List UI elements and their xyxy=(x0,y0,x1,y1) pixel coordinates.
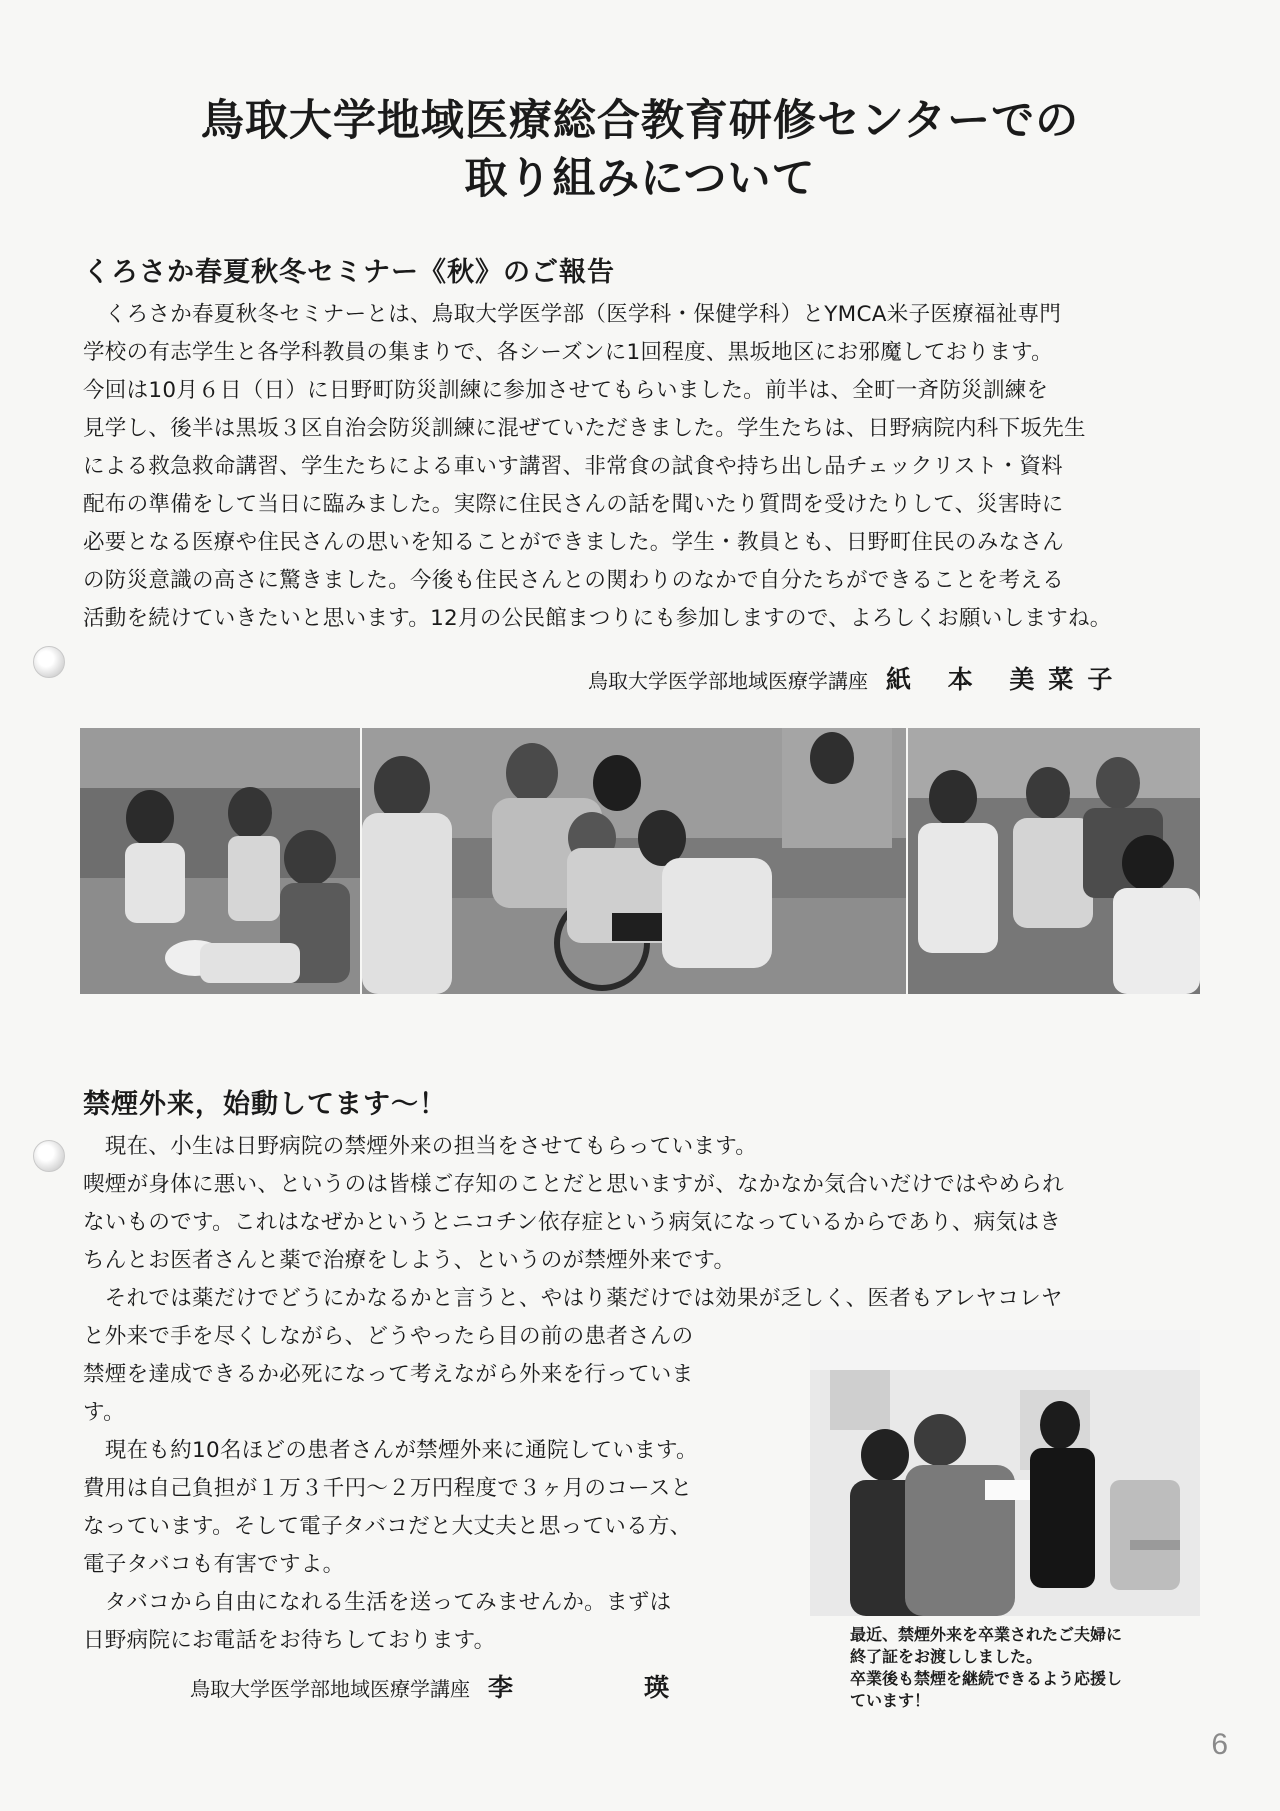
author-name: 紙 本 美菜子 xyxy=(886,665,1127,694)
caption-line: 卒業後も禁煙を継続できるよう応援し xyxy=(850,1669,1123,1688)
text-line: くろさか春夏秋冬セミナーとは、鳥取大学医学部（医学科・保健学科）とYMCA米子医療福祉専門 xyxy=(83,302,1062,327)
page-title xyxy=(0,92,1280,208)
text-line: ちんとお医者さんと薬で治療をしよう、というのが禁煙外来です。 xyxy=(83,1248,736,1273)
text-line: の防災意識の高さに驚きました。今後も住民さんとの関わりのなかで自分たちができることを考える xyxy=(83,568,1065,593)
text-line: 学校の有志学生と各学科教員の集まりで、各シーズンに1回程度、黒坂地区にお邪魔しております。 xyxy=(83,340,1053,365)
text-line: 日野病院にお電話をお待ちしております。 xyxy=(83,1628,496,1653)
text-line: ないものです。これはなぜかというとニコチン依存症という病気になっているからであり、病気はき xyxy=(83,1210,1061,1235)
text-line: タバコから自由になれる生活を送ってみませんか。まずは xyxy=(83,1590,672,1615)
text-line: 活動を続けていきたいと思います。12月の公民館まつりにも参加しますので、よろしくお願いしますね。 xyxy=(83,606,1112,631)
seminar-author xyxy=(588,660,1126,696)
text-line: それでは薬だけでどうにかなるかと言うと、やはり薬だけでは効果が乏しく、医者もアレヤコレヤ xyxy=(83,1286,1063,1311)
photo-wheelchair-training xyxy=(362,728,906,994)
author-affiliation: 鳥取大学医学部地域医療学講座 xyxy=(588,669,868,693)
smoking-clinic-text-wide xyxy=(83,1128,1223,1318)
author-affiliation: 鳥取大学医学部地域医療学講座 xyxy=(190,1677,470,1701)
text-line: 電子タバコも有害ですよ。 xyxy=(83,1552,345,1577)
text-line: 費用は自己負担が１万３千円～２万円程度で３ヶ月のコースと xyxy=(83,1476,693,1501)
smoking-clinic-text-narrow xyxy=(83,1318,793,1660)
text-line: による救急救命講習、学生たちによる車いす講習、非常食の試食や持ち出し品チェックリスト・資料 xyxy=(83,454,1063,479)
caption-line: 終了証をお渡ししました。 xyxy=(850,1647,1043,1666)
page-title-line-1: 鳥取大学地域医療総合教育研修センターでの xyxy=(200,96,1080,146)
text-line: なっています。そして電子タバコだと大丈夫と思っている方、 xyxy=(83,1514,692,1539)
author-name: 李 瑛 xyxy=(488,1673,684,1702)
text-line: 今回は10月６日（日）に日野町防災訓練に参加させてもらいました。前半は、全町一斉防災訓練を xyxy=(83,378,1049,403)
section-heading-smoking-clinic: 禁煙外来，始動してます～！ xyxy=(83,1089,447,1120)
caption-line: 最近、禁煙外来を卒業されたご夫婦に xyxy=(850,1625,1123,1644)
text-line: 禁煙を達成できるか必死になって考えながら外来を行っていま xyxy=(83,1362,694,1387)
smoking-clinic-author xyxy=(190,1668,683,1704)
photo-clinic-certificate xyxy=(810,1330,1200,1616)
text-line: す。 xyxy=(83,1400,125,1425)
text-line: 喫煙が身体に悪い、というのは皆様ご存知のことだと思いますが、なかなか気合いだけではやめられ xyxy=(83,1172,1065,1197)
text-line: と外来で手を尽くしながら、どうやったら目の前の患者さんの xyxy=(83,1324,694,1349)
page-number: 6 xyxy=(1211,1728,1228,1761)
text-line: 配布の準備をして当日に臨みました。実際に住民さんの話を聞いたり質問を受けたりして、災害時に xyxy=(83,492,1064,517)
caption-line: ています！ xyxy=(850,1691,931,1710)
page-title-line-2: 取り組みについて xyxy=(464,154,816,204)
text-line: 現在、小生は日野病院の禁煙外来の担当をさせてもらっています。 xyxy=(83,1134,758,1159)
seminar-report-text xyxy=(83,296,1223,638)
punch-hole-top xyxy=(33,646,65,678)
text-line: 現在も約10名ほどの患者さんが禁煙外来に通院しています。 xyxy=(83,1438,698,1463)
section-heading-seminar: くろさか春夏秋冬セミナー《秋》のご報告 xyxy=(83,257,615,288)
text-line: 見学し、後半は黒坂３区自治会防災訓練に混ぜていただきました。学生たちは、日野病院内科下坂先生 xyxy=(83,416,1086,441)
photo-cpr-training xyxy=(80,728,360,994)
text-line: 必要となる医療や住民さんの思いを知ることができました。学生・教員とも、日野町住民のみなさん xyxy=(83,530,1065,555)
photo-emergency-kit-checklist xyxy=(908,728,1200,994)
punch-hole-bottom xyxy=(33,1140,65,1172)
photo-caption xyxy=(850,1624,1210,1712)
